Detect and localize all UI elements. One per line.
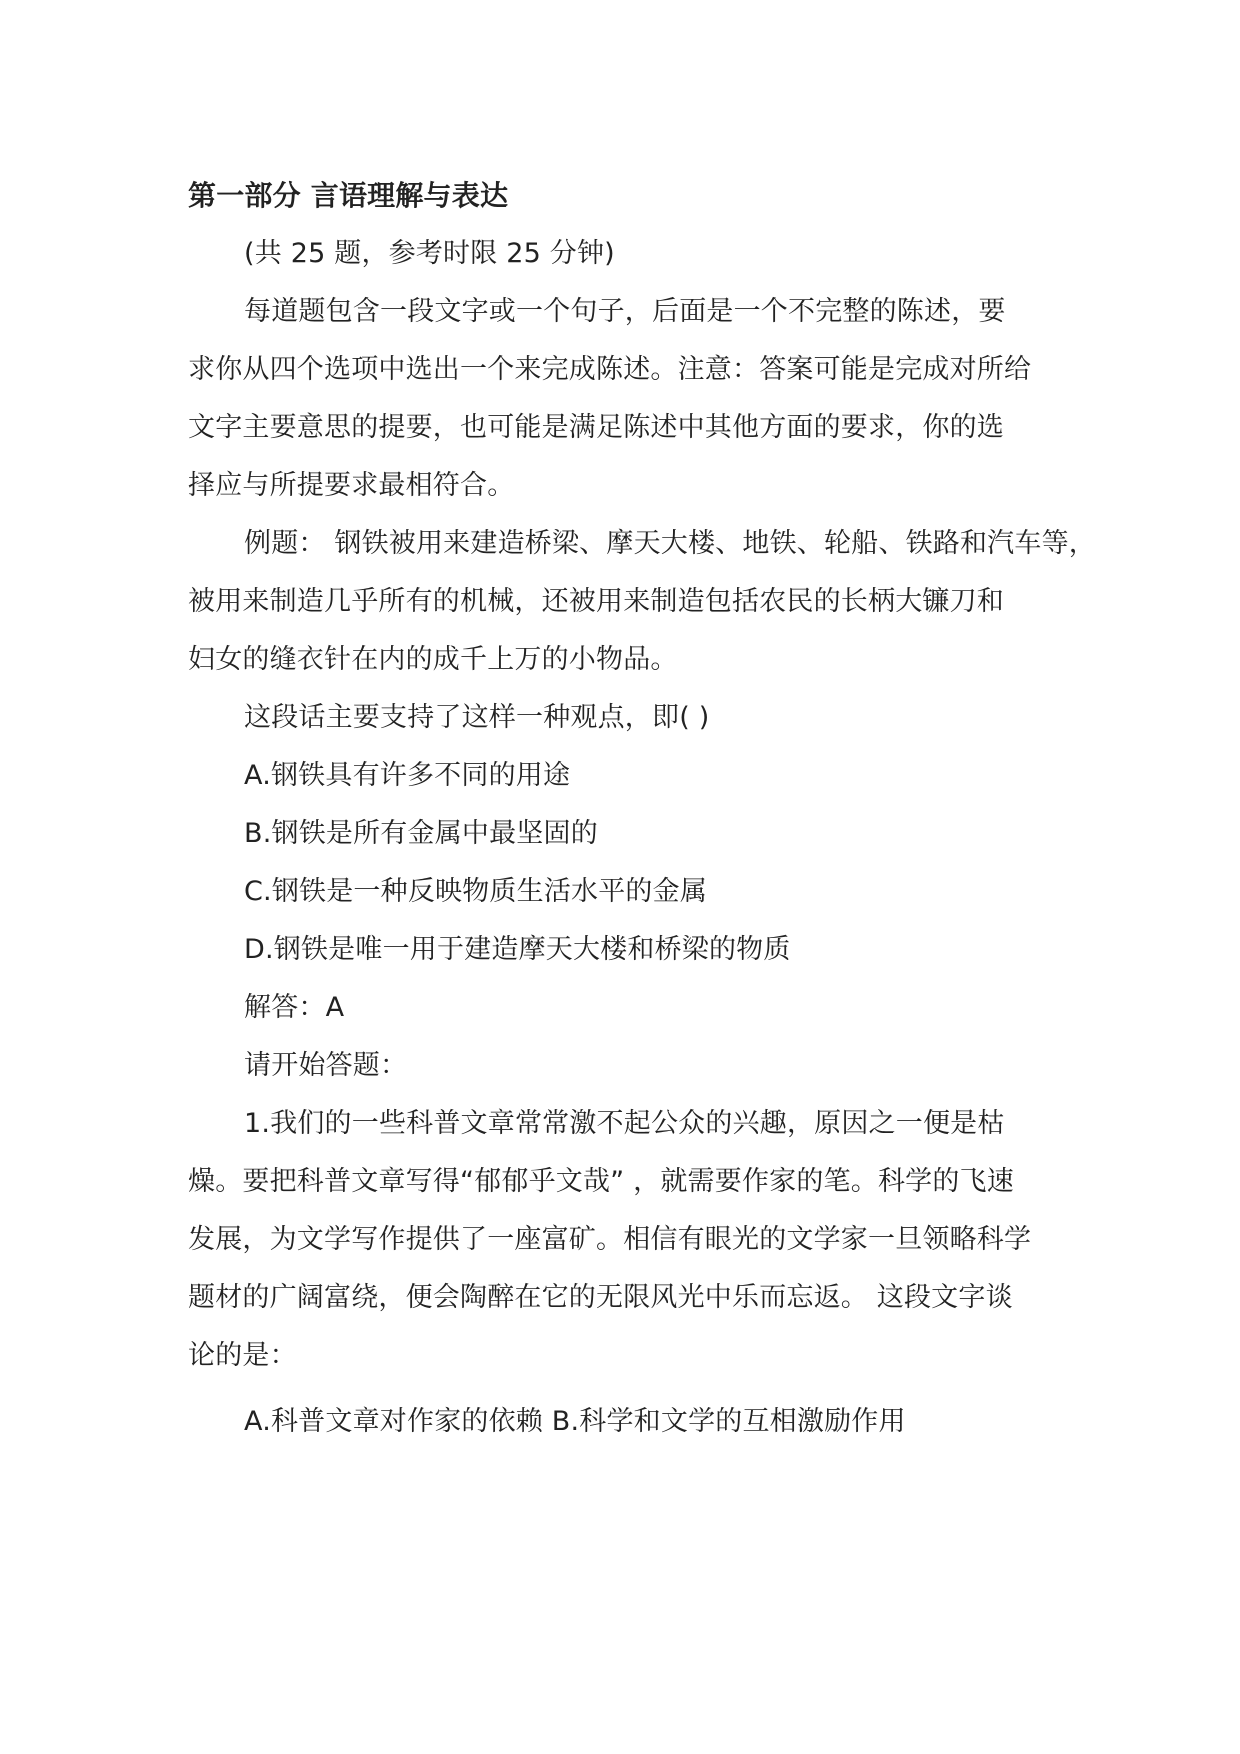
example-option-b: B.钢铁是所有金属中最坚固的 bbox=[244, 818, 598, 849]
instruction-line: 文字主要意思的提要，也可能是满足陈述中其他方面的要求，你的选 bbox=[188, 412, 1004, 443]
instruction-line: 每道题包含一段文字或一个句子，后面是一个不完整的陈述，要 bbox=[244, 296, 1006, 327]
question1-options: A.科普文章对作家的依赖 B.科学和文学的互相激励作用 bbox=[244, 1406, 906, 1437]
question1-passage-line: 1.我们的一些科普文章常常激不起公众的兴趣，原因之一便是枯 bbox=[244, 1108, 1005, 1139]
instruction-line: 择应与所提要求最相符合。 bbox=[188, 470, 515, 501]
start-prompt: 请开始答题： bbox=[244, 1050, 408, 1081]
example-answer: 解答：A bbox=[244, 992, 345, 1023]
question1-passage-line: 论的是： bbox=[188, 1340, 297, 1371]
example-option-a: A.钢铁具有许多不同的用途 bbox=[244, 760, 571, 791]
instruction-line: 求你从四个选项中选出一个来完成陈述。注意：答案可能是完成对所给 bbox=[188, 354, 1032, 385]
section-title: 第一部分 言语理解与表达 bbox=[188, 179, 509, 212]
section-meta: (共 25 题，参考时限 25 分钟) bbox=[244, 238, 615, 269]
example-question: 这段话主要支持了这样一种观点，即( ) bbox=[244, 702, 710, 733]
question1-passage-line: 燥。要把科普文章写得“郁郁乎文哉” ，就需要作家的笔。科学的飞速 bbox=[188, 1166, 1014, 1197]
question1-passage-line: 题材的广阔富绕，便会陶醉在它的无限风光中乐而忘返。 这段文字谈 bbox=[188, 1282, 1013, 1313]
example-option-c: C.钢铁是一种反映物质生活水平的金属 bbox=[244, 876, 708, 907]
question1-passage-line: 发展，为文学写作提供了一座富矿。相信有眼光的文学家一旦领略科学 bbox=[188, 1224, 1032, 1255]
example-passage-line: 被用来制造几乎所有的机械，还被用来制造包括农民的长柄大镰刀和 bbox=[188, 586, 1004, 617]
example-option-d: D.钢铁是唯一用于建造摩天大楼和桥梁的物质 bbox=[244, 934, 791, 965]
example-passage-line: 例题： 钢铁被用来建造桥梁、摩天大楼、地铁、轮船、铁路和汽车等， bbox=[244, 528, 1096, 559]
example-passage-line: 妇女的缝衣针在内的成千上万的小物品。 bbox=[188, 644, 678, 675]
